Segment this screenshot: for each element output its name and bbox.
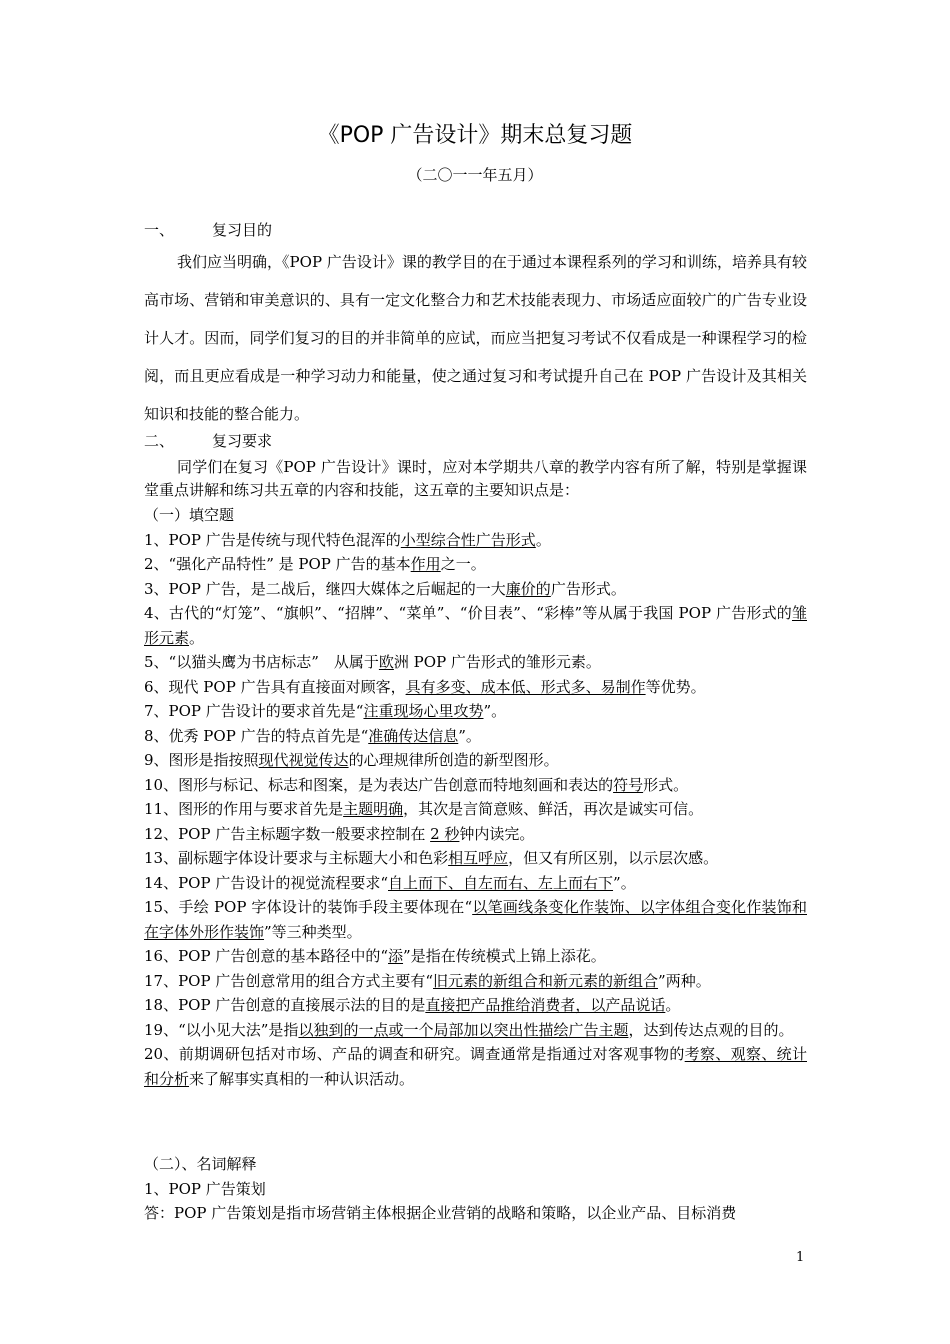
item-text: ”。 xyxy=(613,873,636,892)
item-text: ”等三种类型。 xyxy=(264,922,362,941)
item-text: 12、POP 广告主标题字数一般要求控制在 xyxy=(144,824,431,843)
answer-text: 廉价的 xyxy=(505,579,551,598)
item-text: 11、图形的作用与要求首先是 xyxy=(144,800,344,818)
answer-text: 考察、观察、统计和分析 xyxy=(144,1045,807,1088)
answer-text: 小型综合性广告形式 xyxy=(400,530,536,549)
item-text: 的心理规律所创造的新型图形。 xyxy=(348,751,559,769)
terms-heading: （二）、名词解释 xyxy=(144,1155,257,1173)
item-text: 7、POP 广告设计的要求首先是“ xyxy=(144,702,364,720)
answer-text: 添 xyxy=(388,947,404,965)
answer-text: 现代视觉传达 xyxy=(258,751,349,769)
item-text: 9、图形是指按照 xyxy=(144,751,259,769)
list-item xyxy=(144,969,807,994)
answer-text: 自上而下、自左而右、左上而右下 xyxy=(388,873,614,892)
item-text: 等优势。 xyxy=(645,677,706,696)
item-text: 10、图形与标记、标志和图案，是为表达广告创意而特地刻画和表达的 xyxy=(144,775,614,794)
answer-text: 直接把产品推给消费者，以产品说话 xyxy=(425,996,666,1014)
terms-section xyxy=(144,1152,807,1226)
section1-number: 一、 xyxy=(144,221,175,239)
item-text: ，但又有所区别，以示层次感。 xyxy=(508,849,719,867)
item-text: 来了解事实真相的一种认识活动。 xyxy=(189,1069,415,1088)
answer-text: 主题明确 xyxy=(343,800,404,818)
item-text: 1、POP 广告是传统与现代特色混浑的 xyxy=(144,530,401,549)
answer-text: 欧 xyxy=(378,653,394,671)
fill-in-heading: （一）填空题 xyxy=(144,506,235,524)
item-text: ”两种。 xyxy=(658,971,711,990)
list-item xyxy=(144,1018,807,1043)
item-text: 2、“强化产品特性” 是 POP 广告的基本 xyxy=(144,555,411,573)
item-text: 之一。 xyxy=(440,555,486,573)
item-text: 15、手绘 POP 字体设计的装饰手段主要体现在“ xyxy=(144,898,473,916)
item-text: 16、POP 广告创意的基本路径中的“ xyxy=(144,947,389,965)
section2-paragraph: 同学们在复习《POP 广告设计》课时，应对本学期共八章的教学内容有所了解，特别是掌握课堂重点讲解和练习共五章的内容和技能，这五章的主要知识点是： xyxy=(144,458,807,499)
section2-label: 复习要求 xyxy=(212,432,273,450)
page-number: 1 xyxy=(796,1250,805,1265)
fill-in-list xyxy=(144,528,807,1092)
answer-text: 符号 xyxy=(613,775,644,794)
list-item xyxy=(144,748,807,773)
item-text: ”。 xyxy=(458,726,481,745)
item-text: 广告形式。 xyxy=(550,579,626,598)
list-item xyxy=(144,699,807,724)
item-text: 。 xyxy=(535,530,551,549)
item-text: ”。 xyxy=(483,702,507,720)
list-item xyxy=(144,675,807,700)
list-item xyxy=(144,993,807,1018)
item-text: 8、优秀 POP 广告的特点首先是“ xyxy=(144,726,369,745)
page-title: 《POP 广告设计》期末总复习题 xyxy=(317,123,633,148)
fill-in-section xyxy=(144,503,807,1091)
item-text: 20、前期调研包括对市场、产品的调查和研究。调查通常是指通过对客观事物的 xyxy=(144,1045,685,1063)
answer-text: 相互呼应 xyxy=(448,849,509,867)
list-item xyxy=(144,871,807,896)
item-text: 。 xyxy=(665,996,681,1014)
item-text: 4、古代的“灯笼”、“旗帜”、“招牌”、“菜单”、“价目表”、“彩棒”等从属于我国 POP 广告形式的 xyxy=(144,604,792,622)
answer-text: 注重现场心里攻势 xyxy=(363,702,484,720)
section1-label: 复习目的 xyxy=(212,221,273,239)
item-text: 6、现代 POP 广告具有直接面对顾客， xyxy=(144,677,406,696)
answer-text: 以独到的一点或一个局部加以突出性描绘广告主题 xyxy=(298,1020,629,1039)
date-subtitle: （二〇一一年五月） xyxy=(407,166,543,184)
answer-text: 旧元素的新组合和新元素的新组合 xyxy=(433,971,659,990)
list-item xyxy=(144,846,807,871)
list-item xyxy=(144,650,807,675)
list-item xyxy=(144,601,807,650)
list-item xyxy=(144,577,807,602)
terms-answer: 答：POP 广告策划是指市场营销主体根据企业营销的战略和策略，以企业产品、目标消费 xyxy=(144,1204,737,1222)
item-text: 洲 POP 广告形式的雏形元素。 xyxy=(393,653,601,671)
answer-text: 雏形元素 xyxy=(144,604,807,647)
item-text: ，其次是言简意赅、鲜活，再次是诚实可信。 xyxy=(403,800,704,818)
terms-item: 1、POP 广告策划 xyxy=(144,1179,266,1198)
section2-heading xyxy=(144,430,272,451)
list-item xyxy=(144,773,807,798)
list-item xyxy=(144,895,807,944)
item-text: 19、“以小见大法”是指 xyxy=(144,1020,299,1039)
item-text: ”是指在传统模式上锦上添花。 xyxy=(403,947,606,965)
list-item xyxy=(144,797,807,822)
list-item xyxy=(144,552,807,577)
section2-number: 二、 xyxy=(144,432,175,450)
item-text: ，达到传达点观的目的。 xyxy=(628,1020,794,1039)
section1-paragraph: 我们应当明确，《POP 广告设计》课的教学目的在于通过本课程系列的学习和训练，培养具有较高市场、营销和审美意识的、具有一定文化整合力和艺术技能表现力、市场适应面较广的广告专业设计人才。因而，同学们复习的目的并非简单的应试，而应当把复习考试不仅看成是一种课程学习的检阅，而且更应看成是一种学习动力和能量，使之通过复习和考试提升自己在 POP 广告设计及其相关知识和技能的整合能力。 xyxy=(144,253,807,423)
list-item xyxy=(144,724,807,749)
item-text: 3、POP 广告，是二战后，继四大媒体之后崛起的一大 xyxy=(144,579,506,598)
item-text: 形式。 xyxy=(643,775,689,794)
item-text: 钟内读完。 xyxy=(459,824,535,843)
item-text: 13、副标题字体设计要求与主标题大小和色彩 xyxy=(144,849,449,867)
item-text: 5、“以猫头鹰为书店标志” 从属于 xyxy=(144,653,379,671)
list-item xyxy=(144,1042,807,1091)
answer-text: 准确传达信息 xyxy=(368,726,459,745)
item-text: 18、POP 广告创意的直接展示法的目的是 xyxy=(144,996,426,1014)
answer-text: 作用 xyxy=(410,555,441,573)
answer-text: 具有多变、成本低、形式多、易制作 xyxy=(405,677,646,696)
list-item xyxy=(144,822,807,847)
item-text: 。 xyxy=(189,628,205,647)
answer-text: 以笔画线条变化作装饰、以字体组合变化作装饰和在字体外形作装饰 xyxy=(144,898,807,941)
item-text: 17、POP 广告创意常用的组合方式主要有“ xyxy=(144,971,434,990)
list-item xyxy=(144,528,807,553)
item-text: 14、POP 广告设计的视觉流程要求“ xyxy=(144,873,389,892)
list-item xyxy=(144,944,807,969)
answer-text: 2 秒 xyxy=(430,824,460,843)
section1-heading xyxy=(144,219,272,240)
